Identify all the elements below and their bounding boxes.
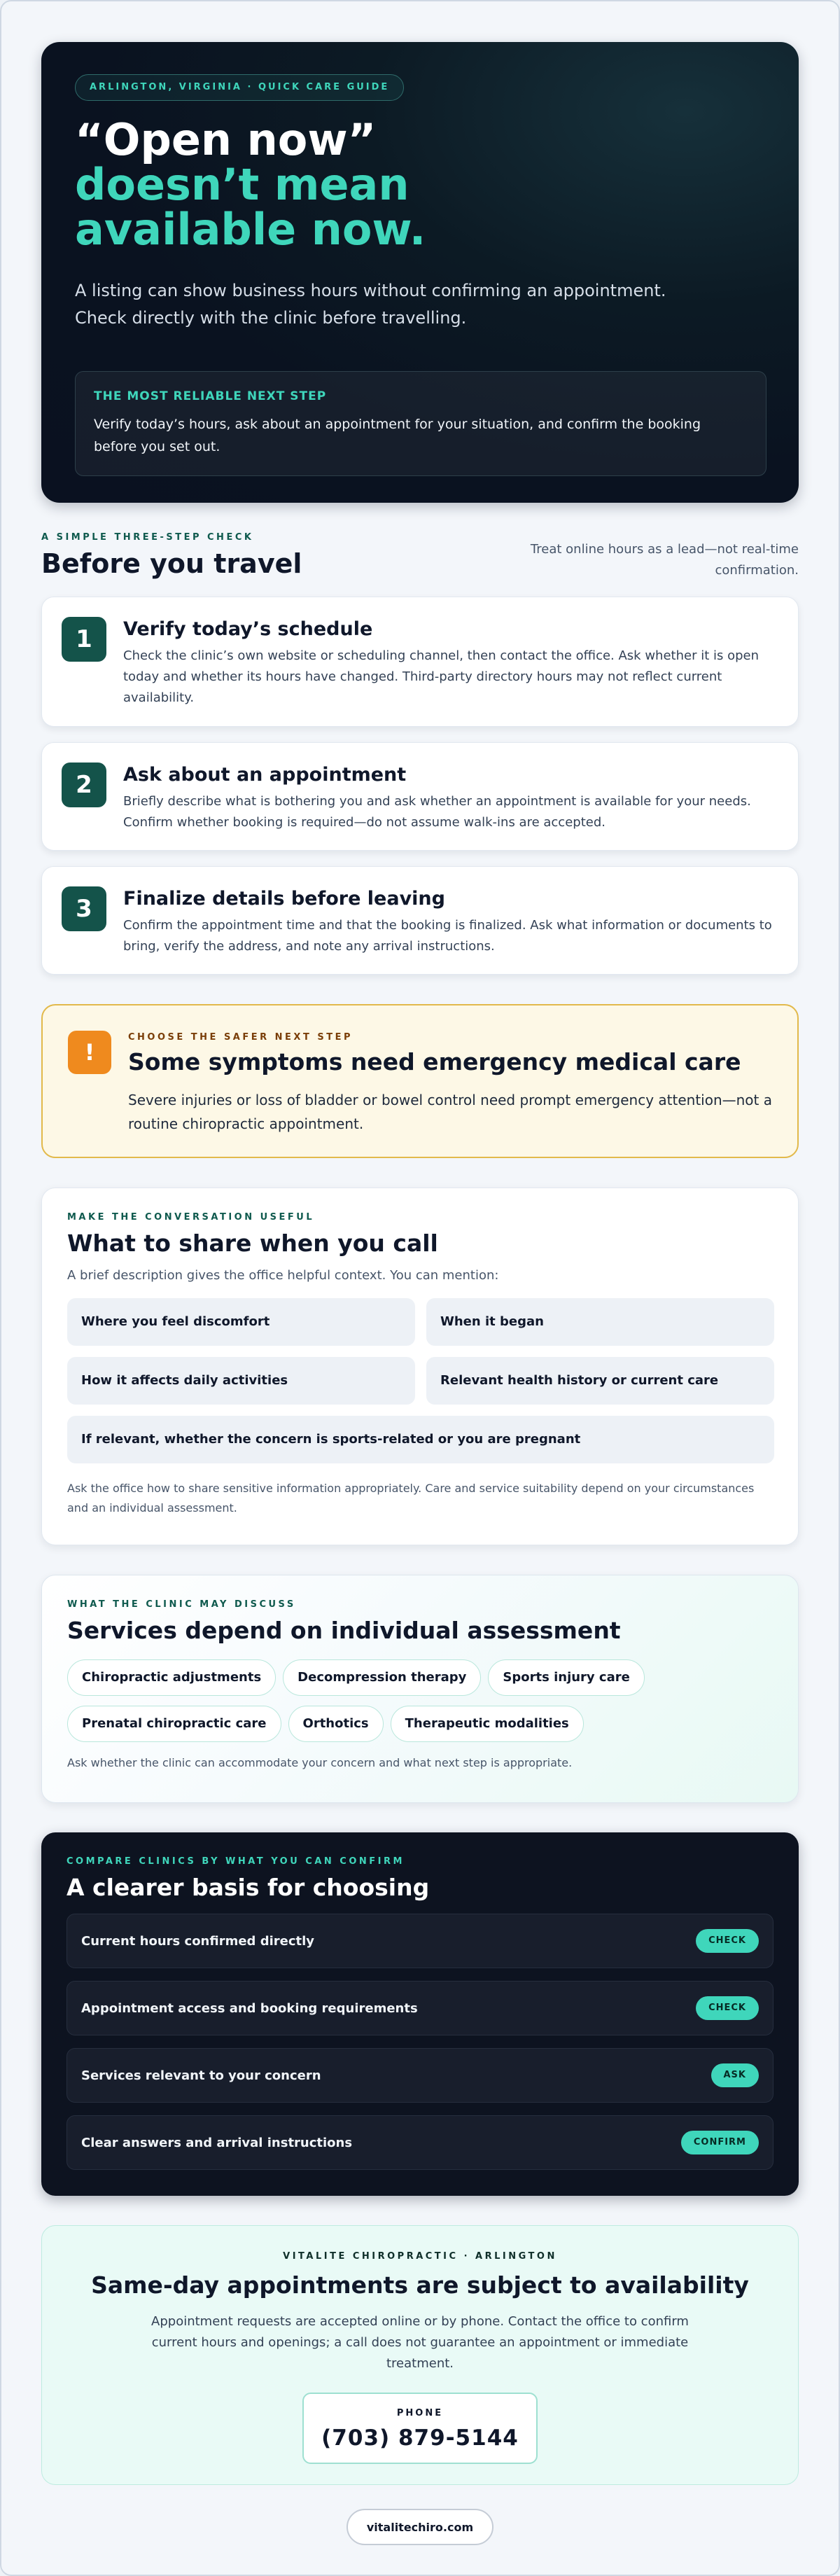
share-eyebrow: MAKE THE CONVERSATION USEFUL (67, 1212, 315, 1223)
compare-row-label: Appointment access and booking requirements (81, 2000, 418, 2016)
steps-eyebrow: A SIMPLE THREE-STEP CHECK (41, 532, 254, 543)
step-number-badge: 2 (62, 763, 106, 807)
compare-row (66, 1914, 774, 1968)
compare-row-tag: CHECK (696, 1929, 759, 1953)
share-tile: Where you feel discomfort (67, 1298, 415, 1346)
compare-card (41, 1832, 799, 2196)
steps-note: Treat online hours as a lead—not real-time confirmation. (530, 542, 799, 578)
step-text: Check the clinic’s own website or scheduling channel, then contact the office. Ask whether it is open today and whether its hours have changed. Third-party directory hours may not reflect current availability. (123, 648, 759, 705)
next-step-text: Verify today’s hours, ask about an appointment for your situation, and confirm the booking before you set out. (94, 417, 701, 454)
service-pill: Therapeutic modalities (391, 1706, 584, 1742)
services-eyebrow: WHAT THE CLINIC MAY DISCUSS (67, 1599, 296, 1610)
compare-row-tag: CHECK (696, 1996, 759, 2020)
contact-card (41, 2225, 799, 2485)
services-footnote: Ask whether the clinic can accommodate your concern and what next step is appropriate. (67, 1756, 573, 1769)
compare-row-tag: ASK (711, 2063, 760, 2087)
contact-title: Same-day appointments are subject to availability (91, 2271, 749, 2299)
step-title: Finalize details before leaving (123, 888, 445, 910)
location-chip: ARLINGTON, VIRGINIA · QUICK CARE GUIDE (75, 74, 404, 101)
step-title: Verify today’s schedule (123, 618, 373, 640)
compare-row (66, 2048, 774, 2103)
step-title: Ask about an appointment (123, 764, 407, 786)
services-title: Services depend on individual assessment (67, 1617, 621, 1644)
compare-row-label: Clear answers and arrival instructions (81, 2135, 353, 2150)
alert-text: Severe injuries or loss of bladder or bowel control need prompt emergency attention—not a routine chiropractic appointment. (128, 1092, 772, 1132)
compare-row (66, 2115, 774, 2170)
hero-title-line2: doesn’t mean available now. (75, 159, 426, 255)
next-step-kicker: THE MOST RELIABLE NEXT STEP (94, 389, 327, 403)
hero-section (41, 42, 799, 503)
share-title: What to share when you call (67, 1230, 438, 1257)
compare-eyebrow: COMPARE CLINICS BY WHAT YOU CAN CONFIRM (66, 1856, 405, 1867)
share-footnote: Ask the office how to share sensitive information appropriately. Care and service suitability depend on your circumstances and an individual assessment. (67, 1482, 755, 1515)
steps-header (41, 532, 799, 581)
share-card (41, 1188, 799, 1545)
contact-text: Appointment requests are accepted online or by phone. Contact the office to confirm current hours and openings; a call does not guarantee an appointment or immediate treatment. (151, 2314, 689, 2371)
website-link[interactable]: vitalitechiro.com (346, 2509, 493, 2545)
phone-label: PHONE (396, 2408, 444, 2418)
service-pill-list (67, 1659, 767, 1752)
step-number-badge: 1 (62, 617, 106, 662)
steps-title: Before you travel (41, 548, 302, 579)
step-text: Confirm the appointment time and that the booking is finalized. Ask what information or documents to bring, verify the address, and note any arrival instructions. (123, 918, 772, 954)
step-card (41, 866, 799, 975)
compare-row-tag: CONFIRM (681, 2131, 759, 2154)
hero-subtitle: A listing can show business hours without confirming an appointment. Check directly with the clinic before travelling. (75, 281, 666, 328)
compare-title: A clearer basis for choosing (66, 1874, 430, 1901)
share-tile: When it began (426, 1298, 774, 1346)
compare-row (66, 1981, 774, 2035)
next-step-box (75, 371, 766, 476)
service-pill: Prenatal chiropractic care (67, 1706, 281, 1742)
share-tile: How it affects daily activities (67, 1357, 415, 1405)
alert-kicker: CHOOSE THE SAFER NEXT STEP (128, 1032, 353, 1043)
phone-number-link[interactable]: (703) 879-5144 (321, 2425, 519, 2451)
share-tile-grid (67, 1298, 773, 1463)
step-text: Briefly describe what is bothering you and ask whether an appointment is available for your needs. Confirm whether booking is required—do not assume walk-ins are accepted. (123, 794, 751, 830)
service-pill: Decompression therapy (283, 1659, 481, 1696)
compare-row-label: Services relevant to your concern (81, 2068, 321, 2083)
step-card (41, 597, 799, 727)
compare-row-label: Current hours confirmed directly (81, 1933, 315, 1949)
service-pill: Chiropractic adjustments (67, 1659, 276, 1696)
phone-box[interactable] (302, 2393, 538, 2464)
services-card (41, 1575, 799, 1803)
share-tile: If relevant, whether the concern is sports-related or you are pregnant (67, 1416, 774, 1463)
service-pill: Sports injury care (488, 1659, 644, 1696)
share-tile: Relevant health history or current care (426, 1357, 774, 1405)
hero-title-line1: “Open now” (75, 114, 377, 165)
hero-title (75, 114, 765, 255)
step-card (41, 742, 799, 851)
step-number-badge: 3 (62, 886, 106, 931)
alert-title: Some symptoms need emergency medical care (128, 1048, 741, 1075)
clinic-name: VITALITE CHIROPRACTIC · ARLINGTON (283, 2251, 557, 2262)
service-pill: Orthotics (288, 1706, 384, 1742)
share-intro: A brief description gives the office helpful context. You can mention: (67, 1268, 499, 1283)
emergency-alert (41, 1004, 799, 1158)
warning-icon: ! (68, 1031, 111, 1074)
